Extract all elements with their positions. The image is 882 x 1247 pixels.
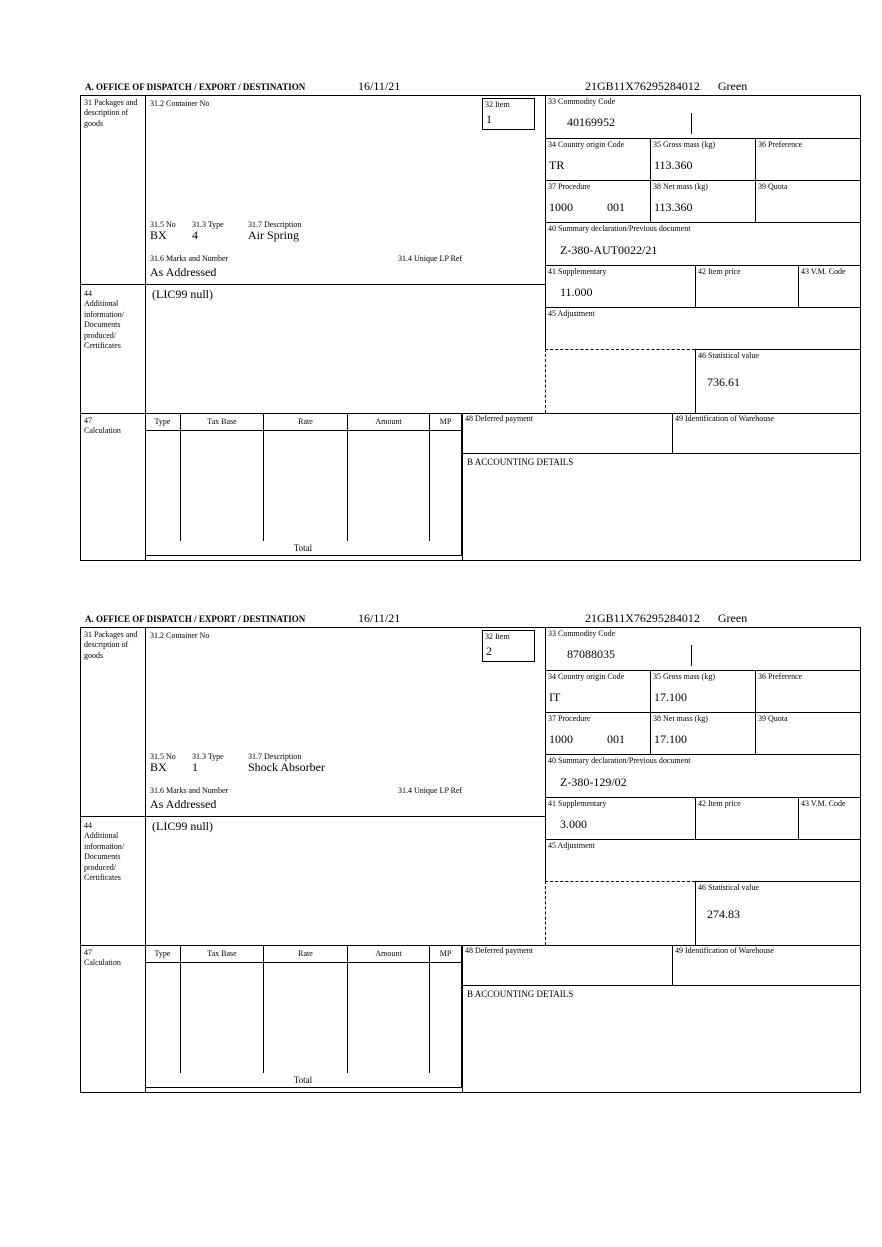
net-mass-label: 38 Net mass (kg) [653, 182, 708, 191]
unique-lp-ref-label: 31.4 Unique LP Ref [398, 254, 463, 263]
calc-header-tax-base: Tax Base [181, 413, 264, 431]
calc-header-mp: MP [430, 945, 462, 963]
office-of-dispatch-label: A. OFFICE OF DISPATCH / EXPORT / DESTINATION [85, 614, 306, 624]
routing-channel-value: Green [717, 611, 748, 625]
box42-item-price [695, 266, 798, 308]
marks-value: As Addressed [150, 265, 217, 279]
box47-text: Calculation [84, 426, 121, 436]
calc-header-rate: Rate [264, 945, 348, 963]
country-origin-label: 34 Country origin Code [548, 672, 625, 681]
deferred-payment-label: 48 Deferred payment [465, 946, 533, 955]
calc-cell-type [145, 431, 181, 541]
preference-label: 36 Preference [758, 140, 803, 149]
box34-country-origin [545, 139, 650, 181]
calc-cell-rate [264, 431, 348, 541]
procedure-label: 37 Procedure [548, 714, 591, 723]
calc-total-row: Total [145, 541, 462, 556]
marks-and-number-label: 31.6 Marks and Number [150, 786, 229, 795]
form-section-item-2 [80, 610, 861, 1096]
calc-cell-mp [430, 963, 462, 1073]
accounting-details-box [462, 986, 860, 1092]
item-price-label: 42 Item price [698, 799, 741, 808]
marks-and-number-label: 31.6 Marks and Number [150, 254, 229, 263]
adjustment-label: 45 Adjustment [548, 841, 595, 850]
calc-header-type: Type [145, 945, 181, 963]
procedure-label: 37 Procedure [548, 182, 591, 191]
box44-label [84, 821, 140, 883]
box44-divider [81, 284, 546, 285]
box44-number: 44 [84, 289, 92, 298]
commodity-code-label: 33 Commodity Code [548, 629, 616, 638]
net-mass-value: 113.360 [654, 200, 693, 214]
box49-warehouse [672, 413, 860, 454]
box40-summary-declaration [545, 755, 860, 798]
country-origin-value: IT [549, 690, 561, 704]
procedure-code-2-value: 001 [607, 732, 625, 746]
container-no-label: 31.2 Container No [150, 99, 210, 108]
box44-text: Additional information/ Documents produced/ Certificates [84, 831, 124, 882]
box47-text: Calculation [84, 958, 121, 968]
box48-deferred-payment [462, 945, 672, 986]
item-label: 32 Item [485, 100, 510, 109]
supplementary-label: 41 Supplementary [548, 267, 607, 276]
gross-mass-label: 35 Gross mass (kg) [653, 672, 715, 681]
box35-gross-mass [650, 139, 755, 181]
warehouse-label: 49 Identification of Warehouse [675, 946, 774, 955]
country-origin-label: 34 Country origin Code [548, 140, 625, 149]
supplementary-label: 41 Supplementary [548, 799, 607, 808]
statistical-value-value: 736.61 [707, 375, 740, 389]
box44-text: Additional information/ Documents produced/ Certificates [84, 299, 124, 350]
box47-label [84, 416, 140, 437]
calc-header-mp: MP [430, 413, 462, 431]
procedure-code-value: 1000 [549, 200, 573, 214]
box47-number: 47 [84, 948, 92, 957]
calc-cell-tax-base [181, 431, 264, 541]
box34-country-origin [545, 671, 650, 713]
box46-statistical-value [695, 881, 860, 945]
deferred-payment-label: 48 Deferred payment [465, 414, 533, 423]
commodity-code-label: 33 Commodity Code [548, 97, 616, 106]
summary-declaration-label: 40 Summary declaration/Previous document [548, 224, 691, 233]
gross-mass-label: 35 Gross mass (kg) [653, 140, 715, 149]
adjustment-label: 45 Adjustment [548, 309, 595, 318]
date-value: 16/11/21 [358, 611, 401, 625]
calc-header-rate: Rate [264, 413, 348, 431]
accounting-details-label: B ACCOUNTING DETAILS [467, 989, 574, 999]
vm-code-label: 43 V.M. Code [801, 267, 846, 276]
calc-header-type: Type [145, 413, 181, 431]
previous-document-value: Z-380-129/02 [560, 775, 627, 789]
commodity-code-separator [691, 645, 692, 666]
box44-label [84, 289, 140, 351]
box38-net-mass [650, 181, 755, 223]
box48-deferred-payment [462, 413, 672, 454]
box42-item-price [695, 798, 798, 840]
calc-header-amount: Amount [348, 945, 430, 963]
box44-divider [81, 816, 546, 817]
package-no-label: 31.5 No [150, 752, 176, 761]
item-number-value: 1 [486, 112, 492, 126]
box41-supplementary [545, 798, 695, 840]
calc-cell-tax-base [181, 963, 264, 1073]
calc-cell-amount [348, 963, 430, 1073]
dashed-divider-vertical [545, 881, 546, 945]
unique-lp-ref-label: 31.4 Unique LP Ref [398, 786, 463, 795]
net-mass-label: 38 Net mass (kg) [653, 714, 708, 723]
marks-value: As Addressed [150, 797, 217, 811]
box38-net-mass [650, 713, 755, 755]
package-type-label: 31.3 Type [192, 220, 224, 229]
box37-procedure [545, 713, 650, 755]
box44-number: 44 [84, 821, 92, 830]
box36-preference [755, 671, 860, 713]
calc-cell-rate [264, 963, 348, 1073]
warehouse-label: 49 Identification of Warehouse [675, 414, 774, 423]
container-no-label: 31.2 Container No [150, 631, 210, 640]
routing-channel-value: Green [717, 79, 748, 93]
date-value: 16/11/21 [358, 79, 401, 93]
package-kind-value: BX [150, 228, 167, 242]
box31-packages-label: 31 Packages and description of goods [84, 630, 138, 660]
item-number-value: 2 [486, 644, 492, 658]
box36-preference [755, 139, 860, 181]
previous-document-value: Z-380-AUT0022/21 [560, 243, 658, 257]
dashed-divider-horizontal [545, 349, 695, 350]
gross-mass-value: 17.100 [654, 690, 687, 704]
box39-quota [755, 181, 860, 223]
statistical-value-label: 46 Statistical value [698, 883, 759, 892]
box32-item [482, 630, 535, 662]
additional-info-value: (LIC99 null) [152, 287, 213, 301]
calc-total-row: Total [145, 1073, 462, 1088]
accounting-details-label: B ACCOUNTING DETAILS [467, 457, 574, 467]
box45-adjustment [545, 840, 860, 881]
gross-mass-value: 113.360 [654, 158, 693, 172]
commodity-code-separator [691, 113, 692, 134]
mrn-line [585, 79, 747, 94]
box32-item [482, 98, 535, 130]
supplementary-value: 3.000 [560, 817, 587, 831]
summary-declaration-label: 40 Summary declaration/Previous document [548, 756, 691, 765]
box40-summary-declaration [545, 223, 860, 266]
procedure-code-2-value: 001 [607, 200, 625, 214]
additional-info-value: (LIC99 null) [152, 819, 213, 833]
box39-quota [755, 713, 860, 755]
form-section-item-1 [80, 78, 861, 564]
calc-cell-type [145, 963, 181, 1073]
country-origin-value: TR [549, 158, 565, 172]
mrn-value: 21GB11X76295284012 [585, 79, 700, 93]
box49-warehouse [672, 945, 860, 986]
preference-label: 36 Preference [758, 672, 803, 681]
package-kind-value: BX [150, 760, 167, 774]
goods-description-label: 31.7 Description [248, 220, 302, 229]
calc-header-tax-base: Tax Base [181, 945, 264, 963]
package-no-label: 31.5 No [150, 220, 176, 229]
dashed-divider-horizontal [545, 881, 695, 882]
commodity-code-value: 40169952 [567, 115, 615, 129]
quota-label: 39 Quota [758, 182, 788, 191]
mrn-value: 21GB11X76295284012 [585, 611, 700, 625]
box45-adjustment [545, 308, 860, 349]
quota-label: 39 Quota [758, 714, 788, 723]
calc-cell-mp [430, 431, 462, 541]
declaration-grid [80, 95, 861, 561]
office-of-dispatch-label: A. OFFICE OF DISPATCH / EXPORT / DESTINATION [85, 82, 306, 92]
calc-cell-amount [348, 431, 430, 541]
calc-header-amount: Amount [348, 413, 430, 431]
dashed-divider-vertical [545, 349, 546, 413]
statistical-value-label: 46 Statistical value [698, 351, 759, 360]
box33-commodity-code [545, 96, 860, 139]
item-price-label: 42 Item price [698, 267, 741, 276]
box43-vm-code [798, 798, 860, 840]
net-mass-value: 17.100 [654, 732, 687, 746]
box47-number: 47 [84, 416, 92, 425]
procedure-code-value: 1000 [549, 732, 573, 746]
commodity-code-value: 87088035 [567, 647, 615, 661]
box35-gross-mass [650, 671, 755, 713]
declaration-grid [80, 627, 861, 1093]
package-type-label: 31.3 Type [192, 752, 224, 761]
box33-commodity-code [545, 628, 860, 671]
box41-supplementary [545, 266, 695, 308]
vm-code-label: 43 V.M. Code [801, 799, 846, 808]
box37-procedure [545, 181, 650, 223]
box46-statistical-value [695, 349, 860, 413]
box47-label [84, 948, 140, 969]
package-count-value: 1 [192, 760, 198, 774]
goods-description-value: Air Spring [248, 228, 299, 242]
box43-vm-code [798, 266, 860, 308]
mrn-line [585, 611, 747, 626]
accounting-details-box [462, 454, 860, 560]
box31-packages-label: 31 Packages and description of goods [84, 98, 138, 128]
item-label: 32 Item [485, 632, 510, 641]
package-count-value: 4 [192, 228, 198, 242]
goods-description-value: Shock Absorber [248, 760, 325, 774]
supplementary-value: 11.000 [560, 285, 593, 299]
statistical-value-value: 274.83 [707, 907, 740, 921]
goods-description-label: 31.7 Description [248, 752, 302, 761]
